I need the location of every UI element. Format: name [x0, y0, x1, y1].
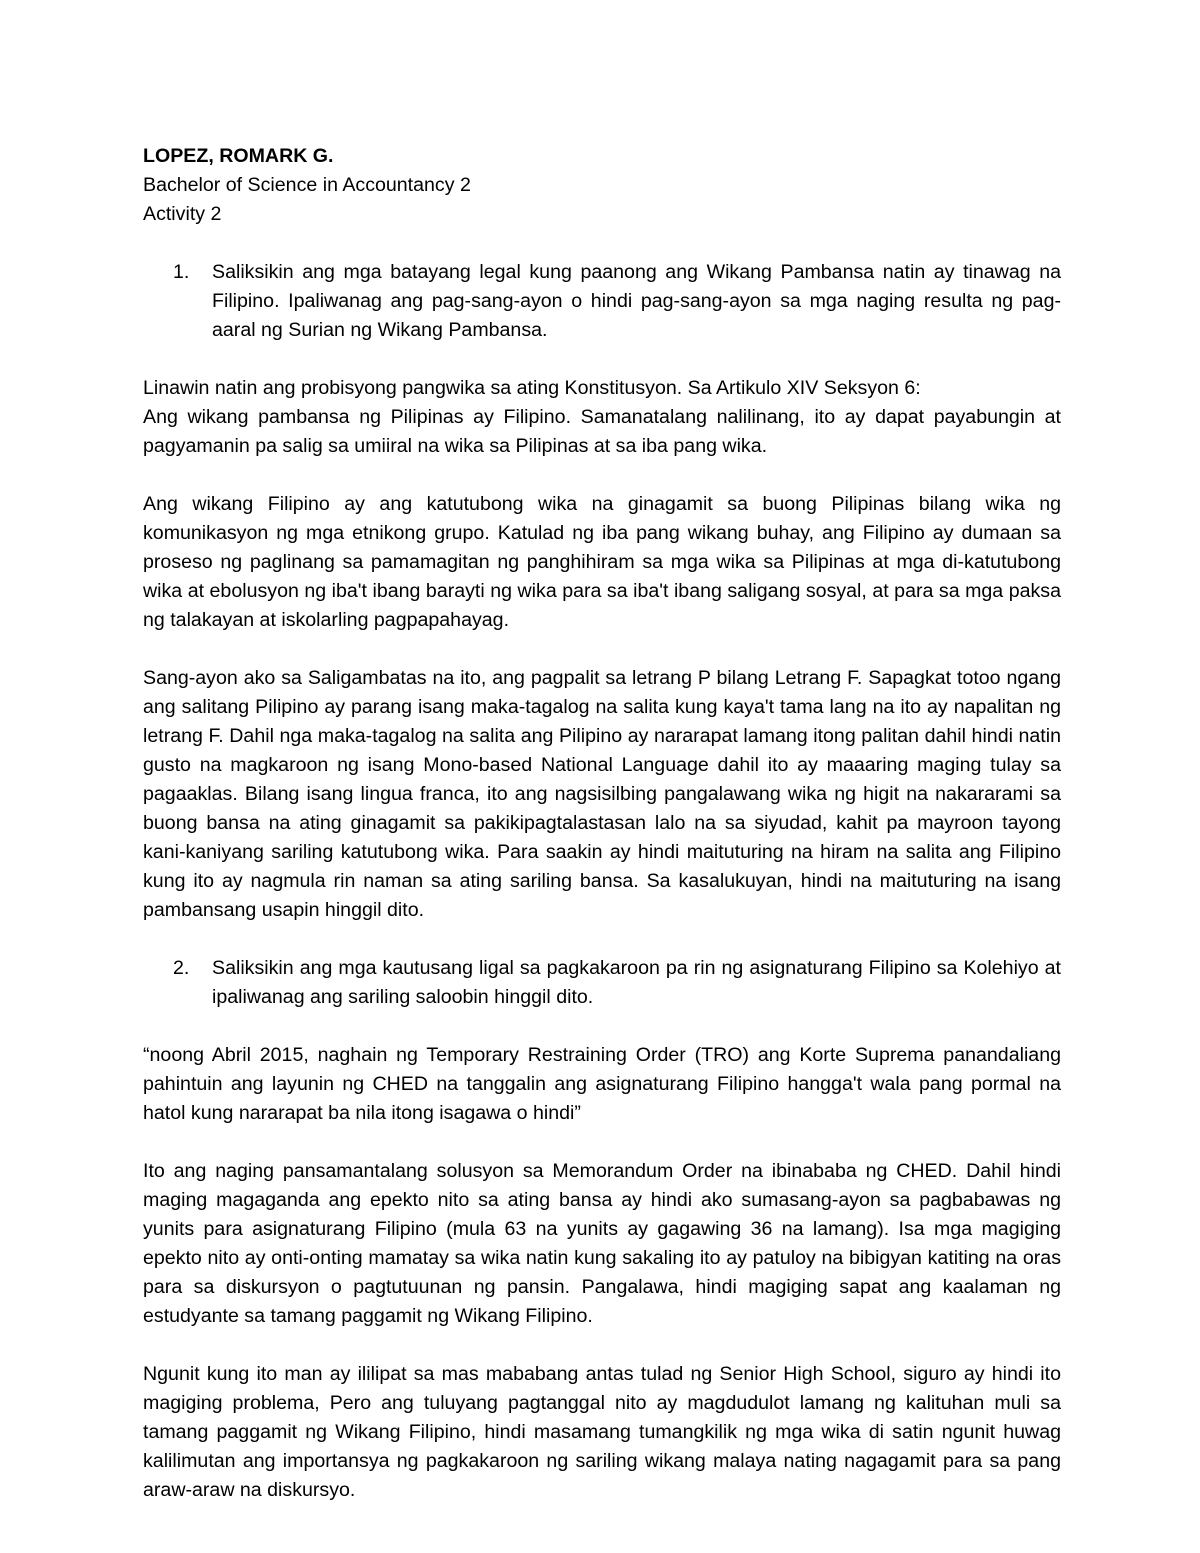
- answer2-paragraph-2: Ito ang naging pansamantalang solusyon sa Memorandum Order na ibinababa ng CHED. Dahil hindi maging magaganda ang epekto nito sa ating bansa ay hindi ako sumasang-ayon sa pagbabawas ng yunits para asignaturang Filipino (mula 63 na yunits ay gagawing 36 na lamang). Isa mga magiging epekto nito ay onti-onting mamatay sa wika natin kung sakaling ito ay patuloy na bibigyan katiting na oras para sa diskursyon o pagtutuunan ng pansin. Pangalawa, hindi magiging sapat ang kaalaman ng estudyante sa tamang paggamit ng Wikang Filipino.: [143, 1160, 1061, 1327]
- answer1-paragraph-2: Ang wikang Filipino ay ang katutubong wika na ginagamit sa buong Pilipinas bilang wika ng komunikasyon ng mga etnikong grupo. Katulad ng iba pang wikang buhay, ang Filipino ay dumaan sa proseso ng paglinang sa pamamagitan ng panghihiram sa mga wika sa Pilipinas at mga di-katutubong wika at ebolusyon ng iba't ibang barayti ng wika para sa iba't ibang saligang sosyal, at para sa mga paksa ng talakayan at iskolarling pagpapahayag.: [143, 493, 1061, 631]
- question-1: [143, 258, 1061, 345]
- answer1-paragraph-3: Sang-ayon ako sa Saligambatas na ito, ang pagpalit sa letrang P bilang Letrang F. Sapagkat totoo ngang ang salitang Pilipino ay parang isang maka-tagalog na salita kung kaya't tama lang na ito ay napalitan ng letrang F. Dahil nga maka-tagalog na salita ang Pilipino ay nararapat lamang itong palitan dahil hindi natin gusto na magkaroon ng isang Mono-based National Language dahil ito ay maaaring maging tulay sa pagaaklas. Bilang isang lingua franca, ito ang nagsisilbing pangalawang wika ng higit na nakararami sa buong bansa na ating ginagamit sa pakikipagtalastasan lalo na sa siyudad, kahit pa mayroon tayong kani-kaniyang sariling katutubong wika. Para saakin ay hindi maituturing na hiram na salita ang Filipino kung ito ay nagmula rin naman sa ating sariling bansa. Sa kasalukuyan, hindi na maituturing na isang pambansang usapin hinggil dito.: [143, 667, 1061, 921]
- answer2-paragraph-3: Ngunit kung ito man ay ililipat sa mas mababang antas tulad ng Senior High School, siguro ay hindi ito magiging problema, Pero ang tuluyang pagtanggal nito ay magdudulot lamang ng kalituhan muli sa tamang paggamit ng Wikang Filipino, hindi masamang tumangkilik ng mga wika di satin ngunit huwag kalilimutan ang importansya ng pagkakaroon ng sariling wikang malaya nating nagagamit para sa pang araw-araw na diskursyo.: [143, 1363, 1061, 1501]
- question-number: 2.: [173, 957, 190, 979]
- student-name: LOPEZ, ROMARK G.: [143, 145, 334, 167]
- activity-title: Activity 2: [143, 203, 222, 225]
- student-program: Bachelor of Science in Accountancy 2: [143, 174, 471, 196]
- question-text: Saliksikin ang mga batayang legal kung paanong ang Wikang Pambansa natin ay tinawag na Filipino. Ipaliwanag ang pag-sang-ayon o hindi pag-sang-ayon sa mga naging resulta ng pag-aaral ng Surian ng Wikang Pambansa.: [212, 261, 1061, 341]
- question-number: 1.: [173, 261, 190, 283]
- question-text: Saliksikin ang mga kautusang ligal sa pagkakaroon pa rin ng asignaturang Filipino sa Kolehiyo at ipaliwanag ang sariling saloobin hinggil dito.: [212, 957, 1061, 1008]
- question-2: [143, 954, 1061, 1012]
- answer2-quote: “noong Abril 2015, naghain ng Temporary Restraining Order (TRO) ang Korte Suprema panandaliang pahintuin ang layunin ng CHED na tanggalin ang asignaturang Filipino hangga't wala pang pormal na hatol kung nararapat ba nila itong isagawa o hindi”: [143, 1044, 1061, 1124]
- document-page: [143, 142, 1061, 1505]
- answer1-intro-line2: Ang wikang pambansa ng Pilipinas ay Filipino. Samanatalang nalilinang, ito ay dapat payabungin at pagyamanin pa salig sa umiiral na wika sa Pilipinas at sa iba pang wika.: [143, 406, 1061, 457]
- answer1-intro-line1: Linawin natin ang probisyong pangwika sa ating Konstitusyon. Sa Artikulo XIV Seksyon 6:: [143, 377, 921, 399]
